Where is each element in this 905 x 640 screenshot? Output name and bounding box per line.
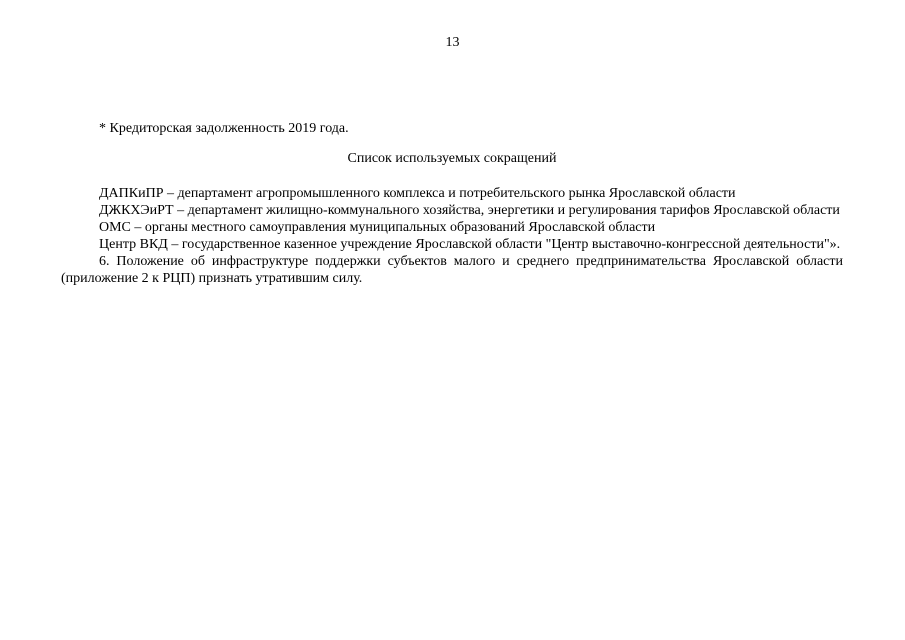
abbreviation-item: ДАПКиПР – департамент агропромышленного комплекса и потребительского рынка Ярославской области [99, 186, 736, 201]
abbreviations-heading: Список используемых сокращений [347, 151, 557, 166]
document-body [61, 120, 843, 287]
footnote: * Кредиторская задолженность 2019 года. [99, 121, 349, 136]
abbreviation-item: ДЖКХЭиРТ – департамент жилищно-коммунального хозяйства, энергетики и регулирования тарифов Ярославской области [99, 203, 840, 218]
page-number: 13 [445, 35, 460, 50]
abbreviation-item: ОМС – органы местного самоуправления муниципальных образований Ярославской области [99, 220, 656, 235]
clause-paragraph: 6. Положение об инфраструктуре поддержки субъектов малого и среднего предпринимательства Ярославской области (приложение 2 к РЦП) признать утратившим силу. [61, 254, 843, 286]
abbreviation-item: Центр ВКД – государственное казенное учреждение Ярославской области "Центр выставочно-конгрессной деятельности"». [99, 237, 841, 252]
